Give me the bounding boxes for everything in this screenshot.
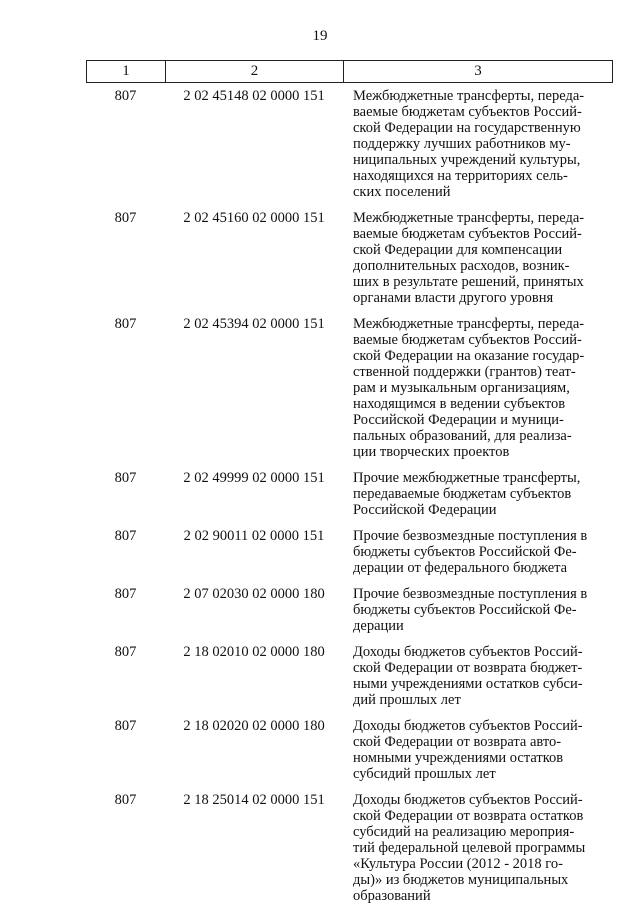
description-line: ской Федерации на государственную — [353, 120, 581, 136]
description-line: ских поселений — [353, 184, 451, 200]
description-line: субсидий на реализацию мероприя- — [353, 824, 575, 840]
description-cell — [343, 316, 613, 460]
description-line: ской Федерации для компенсации — [353, 242, 563, 258]
description-line: ственной поддержки (грантов) теат- — [353, 364, 576, 380]
description-line: находящимся в ведении субъектов — [353, 396, 566, 412]
admin-code-cell: 807 — [114, 470, 137, 486]
description-line: ными учреждениями остатков субси- — [353, 676, 583, 692]
description-line: Российской Федерации — [353, 502, 497, 518]
revenue-code-cell: 2 02 45394 02 0000 151 — [183, 316, 325, 332]
description-line: образований — [353, 888, 431, 904]
description-line: Прочие безвозмездные поступления в — [353, 586, 588, 602]
header-col-2: 2 — [166, 61, 344, 82]
table-row — [86, 586, 613, 634]
description-line: Прочие безвозмездные поступления в — [353, 528, 588, 544]
revenue-code-cell: 2 18 02020 02 0000 180 — [183, 718, 325, 734]
description-line: ции творческих проектов — [353, 444, 510, 460]
description-line: ших в результате решений, принятых — [353, 274, 584, 290]
revenue-code-cell: 2 18 25014 02 0000 151 — [183, 792, 325, 808]
description-line: номными учреждениями остатков — [353, 750, 564, 766]
header-col-1: 1 — [87, 61, 166, 82]
description-line: ниципальных учреждений культуры, — [353, 152, 581, 168]
revenue-code-cell: 2 02 45148 02 0000 151 — [183, 88, 325, 104]
description-cell — [343, 210, 613, 306]
description-line: ды)» из бюджетов муниципальных — [353, 872, 569, 888]
description-line: ской Федерации от возврата бюджет- — [353, 660, 583, 676]
description-line: передаваемые бюджетам субъектов — [353, 486, 572, 502]
description-line: дий прошлых лет — [353, 692, 461, 708]
table-row — [86, 210, 613, 306]
description-line: дерации — [353, 618, 404, 634]
description-line: бюджеты субъектов Российской Фе- — [353, 544, 577, 560]
description-line: Межбюджетные трансферты, переда- — [353, 316, 585, 332]
admin-code-cell: 807 — [114, 792, 137, 808]
table-header — [86, 60, 613, 83]
revenue-code-cell: 2 02 45160 02 0000 151 — [183, 210, 325, 226]
table-row — [86, 470, 613, 518]
description-line: поддержку лучших работников му- — [353, 136, 571, 152]
admin-code-cell: 807 — [114, 586, 137, 602]
description-line: ваемые бюджетам субъектов Россий- — [353, 226, 582, 242]
description-line: ской Федерации от возврата остатков — [353, 808, 584, 824]
admin-code-cell: 807 — [114, 210, 137, 226]
table-row — [86, 88, 613, 200]
page-number: 19 — [312, 28, 328, 44]
description-line: дерации от федерального бюджета — [353, 560, 568, 576]
admin-code-cell: 807 — [114, 718, 137, 734]
admin-code-cell: 807 — [114, 316, 137, 332]
description-line: ваемые бюджетам субъектов Россий- — [353, 332, 582, 348]
description-cell — [343, 88, 613, 200]
table-row — [86, 528, 613, 576]
description-line: ваемые бюджетам субъектов Россий- — [353, 104, 582, 120]
description-line: тий федеральной целевой программы — [353, 840, 586, 856]
admin-code-cell: 807 — [114, 528, 137, 544]
description-line: Межбюджетные трансферты, переда- — [353, 210, 585, 226]
description-line: бюджеты субъектов Российской Фе- — [353, 602, 577, 618]
description-line: «Культура России (2012 - 2018 го- — [353, 856, 563, 872]
revenue-code-cell: 2 18 02010 02 0000 180 — [183, 644, 325, 660]
admin-code-cell: 807 — [114, 88, 137, 104]
admin-code-cell: 807 — [114, 644, 137, 660]
table-body — [86, 88, 613, 914]
header-col-3: 3 — [474, 63, 482, 79]
description-cell — [343, 586, 613, 634]
description-cell — [343, 792, 613, 904]
description-line: Прочие межбюджетные трансферты, — [353, 470, 581, 486]
description-line: находящихся на территориях сель- — [353, 168, 568, 184]
table-row — [86, 718, 613, 782]
description-line: пальных образований, для реализа- — [353, 428, 572, 444]
table-row — [86, 644, 613, 708]
description-line: Доходы бюджетов субъектов Россий- — [353, 792, 583, 808]
description-line: Межбюджетные трансферты, переда- — [353, 88, 585, 104]
revenue-code-cell: 2 02 90011 02 0000 151 — [183, 528, 325, 544]
description-line: рам и музыкальным организациям, — [353, 380, 570, 396]
description-line: Доходы бюджетов субъектов Россий- — [353, 644, 583, 660]
description-cell — [343, 718, 613, 782]
description-cell — [343, 644, 613, 708]
description-line: дополнительных расходов, возник- — [353, 258, 570, 274]
description-line: ской Федерации на оказание государ- — [353, 348, 585, 364]
table-row — [86, 792, 613, 904]
revenue-code-cell: 2 02 49999 02 0000 151 — [183, 470, 325, 486]
description-cell — [343, 470, 613, 518]
description-line: органами власти другого уровня — [353, 290, 554, 306]
revenue-code-cell: 2 07 02030 02 0000 180 — [183, 586, 325, 602]
description-line: субсидий прошлых лет — [353, 766, 496, 782]
table-row — [86, 316, 613, 460]
description-line: Доходы бюджетов субъектов Россий- — [353, 718, 583, 734]
description-line: ской Федерации от возврата авто- — [353, 734, 562, 750]
description-cell — [343, 528, 613, 576]
description-line: Российской Федерации и муници- — [353, 412, 564, 428]
